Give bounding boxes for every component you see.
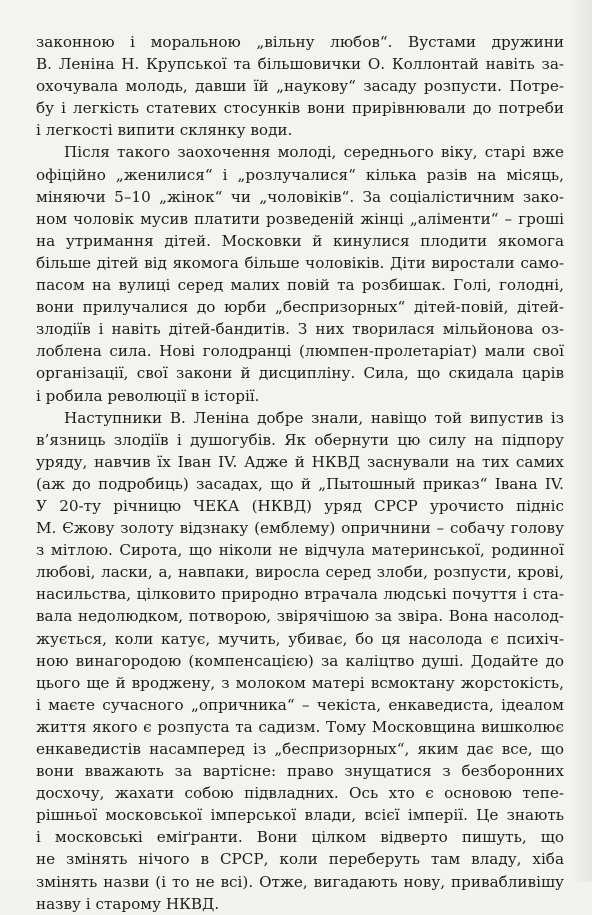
text-line: досхочу, жахати собою підвладних. Ось хто є основою тепе- — [36, 784, 564, 803]
text-line: назву і старому НКВД. — [36, 894, 220, 913]
text-line: Після такого заохочення молоді, середнього віку, старі вже — [64, 143, 564, 162]
text-line: і московські еміґранти. Вони цілком відверто пишуть, що — [36, 828, 564, 847]
text-line: і робила революції в історії. — [36, 386, 260, 405]
text-line: любові, ласки, а, навпаки, виросла серед злоби, розпусти, крові, — [36, 563, 564, 582]
text-line: життя якого є розпуста та садизм. Тому Московщина вишколює — [36, 717, 564, 736]
page-edge-shadow — [570, 0, 592, 882]
text-line: не змінять нічого в СРСР, коли переберуть там владу, хіба — [36, 850, 564, 869]
text-line: пасом на вулиці серед малих повій та розбишак. Голі, голодні, — [36, 276, 564, 295]
text-line: вони прилучалися до юрби „беспризорных“ дітей-повій, дітей- — [36, 298, 564, 317]
text-line: і легкості випити склянку води. — [36, 121, 293, 140]
text-line: ною винагородою (компенсацією) за каліцтво душі. Додайте до — [36, 651, 564, 670]
text-line: У 20-ту річницю ЧЕКА (НКВД) уряд СРСР урочисто підніс — [36, 496, 564, 515]
paragraph-2 — [36, 141, 564, 406]
text-line: жується, коли катує, мучить, убиває, бо ця насолода є психіч- — [36, 629, 564, 648]
text-line: з мітлою. Сирота, що ніколи не відчула материнської, родинної — [36, 541, 564, 560]
text-line: в’язниць злодіїв і душогубів. Як обернути цю силу на підпору — [36, 430, 564, 449]
text-line: (аж до подробиць) засадах, що й „Пытошный приказ“ Івана IV. — [36, 474, 564, 493]
text-line: на утримання дітей. Московки й кинулися плодити якомога — [36, 231, 564, 250]
text-line: і маєте сучасного „опричника“ – чекіста, енкаведиста, ідеалом — [36, 695, 564, 714]
text-line: Наступники В. Леніна добре знали, навіщо той випустив із — [64, 408, 564, 427]
text-line: бу і легкість статевих стосунків вони прирівнювали до потреби — [36, 99, 564, 118]
text-line: змінять назви (і то не всі). Отже, вигадають нову, привабливішу — [36, 872, 564, 891]
text-line: В. Леніна Н. Крупської та більшовички О. Коллонтай навіть за- — [36, 55, 564, 74]
text-line: ном чоловік мусив платити розведеній жінці „аліменти“ – гроші — [36, 209, 564, 228]
text-line: насильства, цілковито природно втрачала людські почуття і ста- — [36, 585, 564, 604]
text-line: злодіїв і навіть дітей-бандитів. З них творилася мільйонова оз- — [36, 320, 564, 339]
text-line: охочувала молодь, давши їй „наукову“ засаду розпусти. Потре- — [36, 77, 564, 96]
text-line: вала недолюдком, потворою, звірячішою за звіра. Вона насолод- — [36, 607, 564, 626]
text-line: М. Єжову золоту відзнаку (емблему) опричнини – собачу голову — [36, 519, 564, 538]
text-line: цього ще й вроджену, з молоком матері всмоктану жорстокість, — [36, 673, 564, 692]
text-line: міняючи 5–10 „жінок“ чи „чоловіків“. За соціалістичним зако- — [36, 187, 564, 206]
text-line: законною і моральною „вільну любов“. Вустами дружини — [36, 33, 564, 51]
text-line: уряду, навчив їх Іван IV. Адже й НКВД заснували на тих самих — [36, 452, 564, 471]
text-line: офіційно „женилися“ і „розлучалися“ кілька разів на місяць, — [36, 165, 564, 184]
text-line: енкаведистів насамперед із „беспризорных“, яким дає все, що — [36, 740, 564, 758]
text-line: більше дітей від якомога більше чоловіків. Діти виростали само- — [36, 253, 564, 272]
text-line: організації, свої закони й дисципліну. Сила, що скидала царів — [36, 364, 564, 383]
body-text — [36, 31, 564, 915]
paragraph-1 — [36, 31, 564, 141]
text-line: вони вважають за вартісне: право знущатися з безборонних — [36, 762, 564, 781]
text-line: рішньої московської імперської влади, всієї імперії. Це знають — [36, 806, 564, 825]
paragraph-3 — [36, 407, 564, 915]
text-line: лоблена сила. Нові голодранці (люмпен-пролетаріат) мали свої — [36, 342, 564, 361]
